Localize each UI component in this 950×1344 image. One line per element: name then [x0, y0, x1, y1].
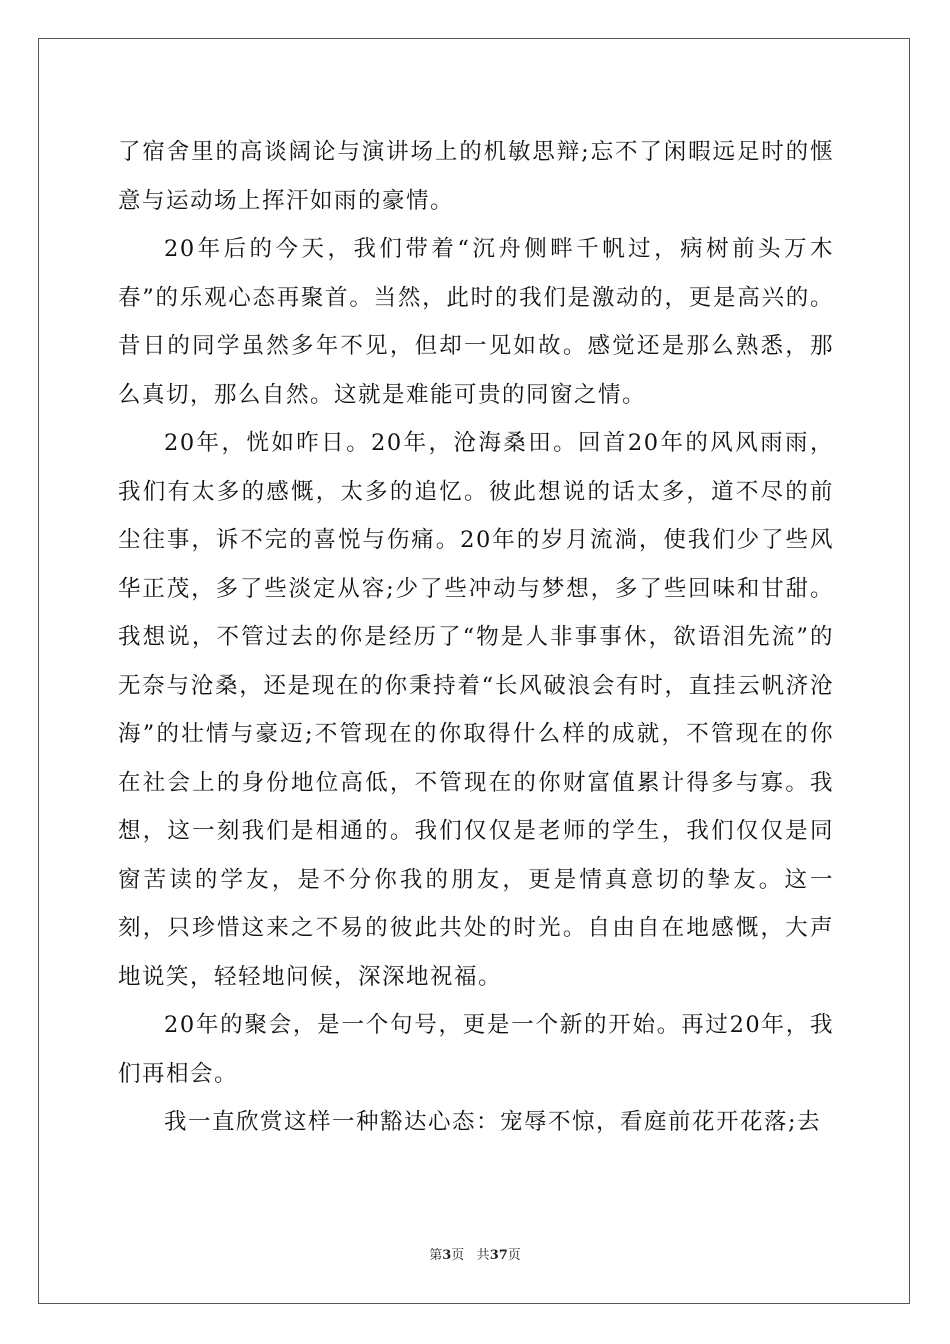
- paragraph-5: 我一直欣赏这样一种豁达心态：宠辱不惊，看庭前花开花落;去: [164, 1109, 822, 1135]
- total-prefix: 共: [476, 1248, 490, 1263]
- page-footer: [0, 1244, 950, 1263]
- paragraph-4: 20年的聚会，是一个句号，更是一个新的开始。再过20年，我们再相会。: [118, 1012, 834, 1087]
- total-suffix: 页: [507, 1248, 521, 1263]
- page-suffix: 页: [451, 1248, 465, 1263]
- total-pages: 37: [489, 1248, 508, 1263]
- paragraph-2: 20年后的今天，我们带着“沉舟侧畔千帆过，病树前头万木春”的乐观心态再聚首。当然，此时的我们是激动的，更是高兴的。昔日的同学虽然多年不见，但却一见如故。感觉还是那么熟悉，那么真切，那么自然。这就是难能可贵的同窗之情。: [118, 236, 834, 408]
- page-prefix: 第: [429, 1248, 443, 1263]
- paragraph-3: 20年，恍如昨日。20年，沧海桑田。回首20年的风风雨雨，我们有太多的感慨，太多的追忆。彼此想说的话太多，道不尽的前尘往事，诉不完的喜悦与伤痛。20年的岁月流淌，使我们少了些风华正茂，多了些淡定从容;少了些冲动与梦想，多了些回味和甘甜。我想说，不管过去的你是经历了“物是人非事事休，欲语泪先流”的无奈与沧桑，还是现在的你秉持着“长风破浪会有时，直挂云帆济沧海”的壮情与豪迈;不管现在的你取得什么样的成就，不管现在的你在社会上的身份地位高低，不管现在的你财富值累计得多与寡。我想，这一刻我们是相通的。我们仅仅是老师的学生，我们仅仅是同窗苦读的学友，是不分你我的朋友，更是情真意切的挚友。这一刻，只珍惜这来之不易的彼此共处的时光。自由自在地感慨，大声地说笑，轻轻地问候，深深地祝福。: [118, 430, 834, 990]
- document-body: [118, 128, 834, 1147]
- page-number: 3: [442, 1248, 452, 1263]
- paragraph-1: 了宿舍里的高谈阔论与演讲场上的机敏思辩;忘不了闲暇远足时的惬意与运动场上挥汗如雨的豪情。: [118, 139, 834, 214]
